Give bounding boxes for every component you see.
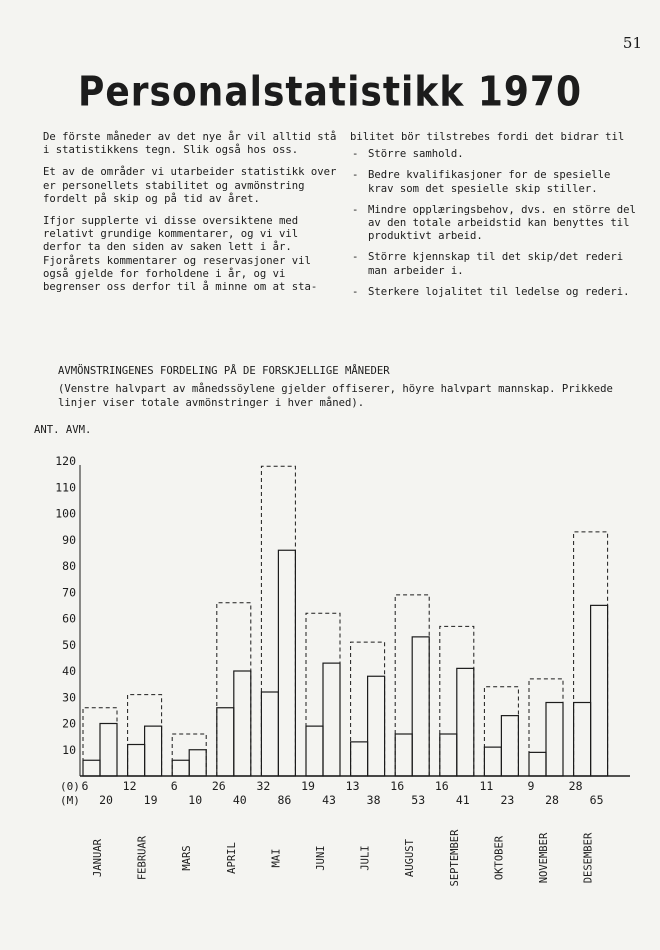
bar-offiserer <box>128 745 145 777</box>
month-label: APRIL <box>225 842 238 874</box>
value-label-mannskap: 65 <box>589 793 604 807</box>
bar-mannskap <box>323 663 340 776</box>
page-title: Personalstatistikk 1970 <box>77 68 583 117</box>
bar-offiserer <box>395 734 412 776</box>
month-label: SEPTEMBER <box>448 829 461 887</box>
y-tick-label: 100 <box>55 506 76 521</box>
value-label-offiserer: 32 <box>256 779 271 793</box>
bar-offiserer <box>217 708 234 776</box>
right-text-column <box>350 131 640 307</box>
month-label: FEBRUAR <box>136 835 149 881</box>
bar-chart <box>0 440 660 940</box>
bar-mannskap <box>412 637 429 776</box>
bar-offiserer <box>574 703 591 777</box>
chart-title: AVMÖNSTRINGENES FORDELING PÅ DE FORSKJELLIGE MÅNEDER <box>58 365 390 377</box>
month-label: JANUAR <box>92 839 104 877</box>
y-axis-label: ANT. AVM. <box>34 424 92 436</box>
bar-offiserer <box>351 742 368 776</box>
value-label-mannskap: 10 <box>188 793 203 807</box>
month-label: JULI <box>359 845 372 871</box>
bullet-item: - Sterkere lojalitet til ledelse og rederi. <box>350 286 640 299</box>
value-label-offiserer: 9 <box>527 779 535 793</box>
value-label-mannskap: 43 <box>322 793 336 807</box>
bar-mannskap <box>591 605 608 776</box>
bar-offiserer <box>172 760 189 776</box>
bar-mannskap <box>234 671 251 776</box>
y-tick-label: 60 <box>62 611 76 626</box>
y-tick-label: 80 <box>62 559 76 573</box>
bar-mannskap <box>368 676 385 776</box>
chart-note: (Venstre halvpart av månedssöylene gjelder offiserer, höyre halvpart mannskap. Prikkede linjer viser totale avmönstringer i hver måned). <box>58 383 613 409</box>
bar-offiserer <box>484 747 501 776</box>
bullet-item: - Större kjennskap til det skip/det rederi man arbeider i. <box>350 251 640 277</box>
y-tick-label: 20 <box>62 716 76 731</box>
bullet-item: - Bedre kvalifikasjoner for de spesielle krav som det spesielle skip stiller. <box>350 169 640 195</box>
month-label: AUGUST <box>404 839 417 877</box>
value-label-offiserer: 13 <box>345 779 360 793</box>
value-label-mannskap: 40 <box>232 793 247 807</box>
paragraph-3: Ifjor supplerte vi disse oversiktene med relativt grundige kommentarer, og vi vil derfor ta den siden av saken lett i år. Fjorårets kommentarer og reservasjoner vil også gjelde for forholdene i år, og vi begrenser oss derfor til å minne om at sta- <box>43 215 318 294</box>
paragraph-1: De förste måneder av det nye år vil alltid stå i statistikkens tegn. Slik også hos oss. <box>43 131 337 157</box>
value-label-mannskap: 20 <box>99 793 113 807</box>
value-label-offiserer: 26 <box>211 779 226 793</box>
page-number: 51 <box>622 34 642 52</box>
value-label-mannskap: 28 <box>545 793 559 807</box>
value-label-offiserer: 16 <box>434 779 449 793</box>
value-label-offiserer: 19 <box>301 779 315 793</box>
month-label: JUNI <box>315 845 327 871</box>
value-label-offiserer: 6 <box>170 779 178 793</box>
bar-mannskap <box>100 724 117 777</box>
y-tick-label: 10 <box>62 742 76 757</box>
value-label-offiserer: 12 <box>122 779 137 793</box>
row-label-mannskap: (M) <box>60 794 80 807</box>
month-label: MAI <box>270 848 283 868</box>
bar-offiserer <box>440 734 457 776</box>
bar-mannskap <box>189 750 206 776</box>
value-label-mannskap: 86 <box>277 793 292 807</box>
bar-offiserer <box>306 726 323 776</box>
value-label-offiserer: 28 <box>568 779 583 793</box>
month-label: MARS <box>181 845 194 871</box>
value-label-mannskap: 41 <box>455 793 470 807</box>
value-label-offiserer: 6 <box>81 779 89 793</box>
y-tick-label: 110 <box>55 480 76 495</box>
bar-mannskap <box>546 703 563 777</box>
value-label-mannskap: 53 <box>411 793 426 807</box>
y-tick-label: 50 <box>62 637 76 652</box>
y-tick-label: 70 <box>62 585 76 600</box>
month-label: NOVEMBER <box>538 832 550 884</box>
month-label: OKTOBER <box>493 835 506 881</box>
value-label-mannskap: 19 <box>143 793 158 807</box>
y-tick-label: 30 <box>62 690 76 705</box>
row-label-offiserer: (0) <box>60 780 80 793</box>
y-tick-label: 90 <box>62 532 76 547</box>
bar-mannskap <box>457 668 474 776</box>
paragraph-2: Et av de områder vi utarbeider statistikk over er personellets stabilitet og avmönstring fordelt på skip og på tid av året. <box>43 166 337 205</box>
bullet-list <box>350 148 640 299</box>
bar-mannskap <box>501 716 518 776</box>
value-label-offiserer: 11 <box>479 779 494 793</box>
month-label: DESEMBER <box>582 832 595 884</box>
value-label-offiserer: 16 <box>390 779 405 793</box>
bar-mannskap <box>278 550 295 776</box>
bullet-item: - Större samhold. <box>350 148 640 161</box>
bar-offiserer <box>261 692 278 776</box>
bar-mannskap <box>145 726 162 776</box>
left-text-column <box>43 131 339 303</box>
y-tick-label: 40 <box>62 664 76 678</box>
bar-offiserer <box>83 760 100 776</box>
value-label-mannskap: 38 <box>366 793 381 807</box>
value-label-mannskap: 23 <box>500 793 515 807</box>
bullet-item: - Mindre opplæringsbehov, dvs. en större del av den totale arbeidstid kan benyttes til produktivt arbeid. <box>350 204 640 244</box>
bar-offiserer <box>529 752 546 776</box>
paragraph-continuation: bilitet bör tilstrebes fordi det bidrar til <box>350 131 625 143</box>
y-tick-label: 120 <box>55 454 76 468</box>
